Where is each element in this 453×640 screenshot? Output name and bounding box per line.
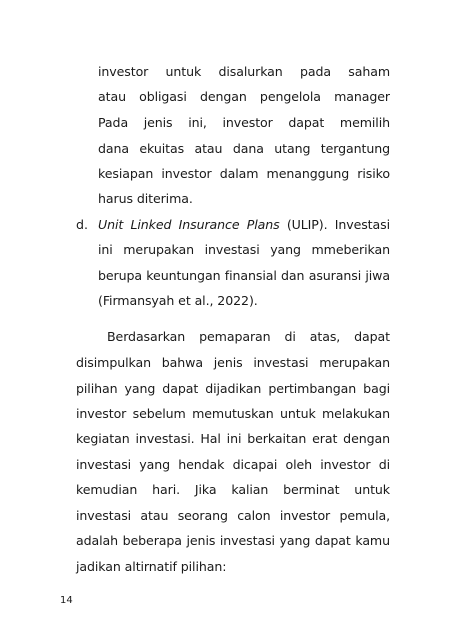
list-marker: d. [76,217,88,232]
list-item-d-first-line [98,217,390,233]
body-text: (ULIP). Investasi [286,217,390,232]
body-line: kemudian hari. Jika kalian berminat untuk [76,482,390,497]
body-line: harus diterima. [98,191,193,206]
body-line: ini merupakan investasi yang mmeberikan [98,242,390,257]
page-number: 14 [60,595,73,606]
body-line: adalah beberapa jenis investasi yang dapat kamu [76,533,390,548]
body-line: jadikan altirnatif pilihan: [76,559,227,574]
body-line: atau obligasi dengan pengelola manager [98,89,390,104]
body-line: investor sebelum memutuskan untuk melakukan [76,406,390,421]
body-line: berupa keuntungan finansial dan asuransi jiwa [98,268,390,283]
paragraph-first-line: Berdasarkan pemaparan di atas, dapat [107,329,390,344]
body-line: investasi yang hendak dicapai oleh investor di [76,457,390,472]
body-line: kegiatan investasi. Hal ini berkaitan erat dengan [76,431,390,446]
body-line: investasi atau seorang calon investor pemula, [76,508,390,523]
body-line: Pada jenis ini, investor dapat memilih [98,115,390,130]
body-line: dana ekuitas atau dana utang tergantung [98,141,390,156]
body-line: pilihan yang dapat dijadikan pertimbangan bagi [76,381,390,396]
body-line: kesiapan investor dalam menanggung risiko [98,166,390,181]
italic-term: Unit Linked Insurance Plans [98,217,280,232]
body-line: (Firmansyah et al., 2022). [98,293,258,308]
body-line: investor untuk disalurkan pada saham [98,64,390,79]
body-line: disimpulkan bahwa jenis investasi merupakan [76,355,390,370]
